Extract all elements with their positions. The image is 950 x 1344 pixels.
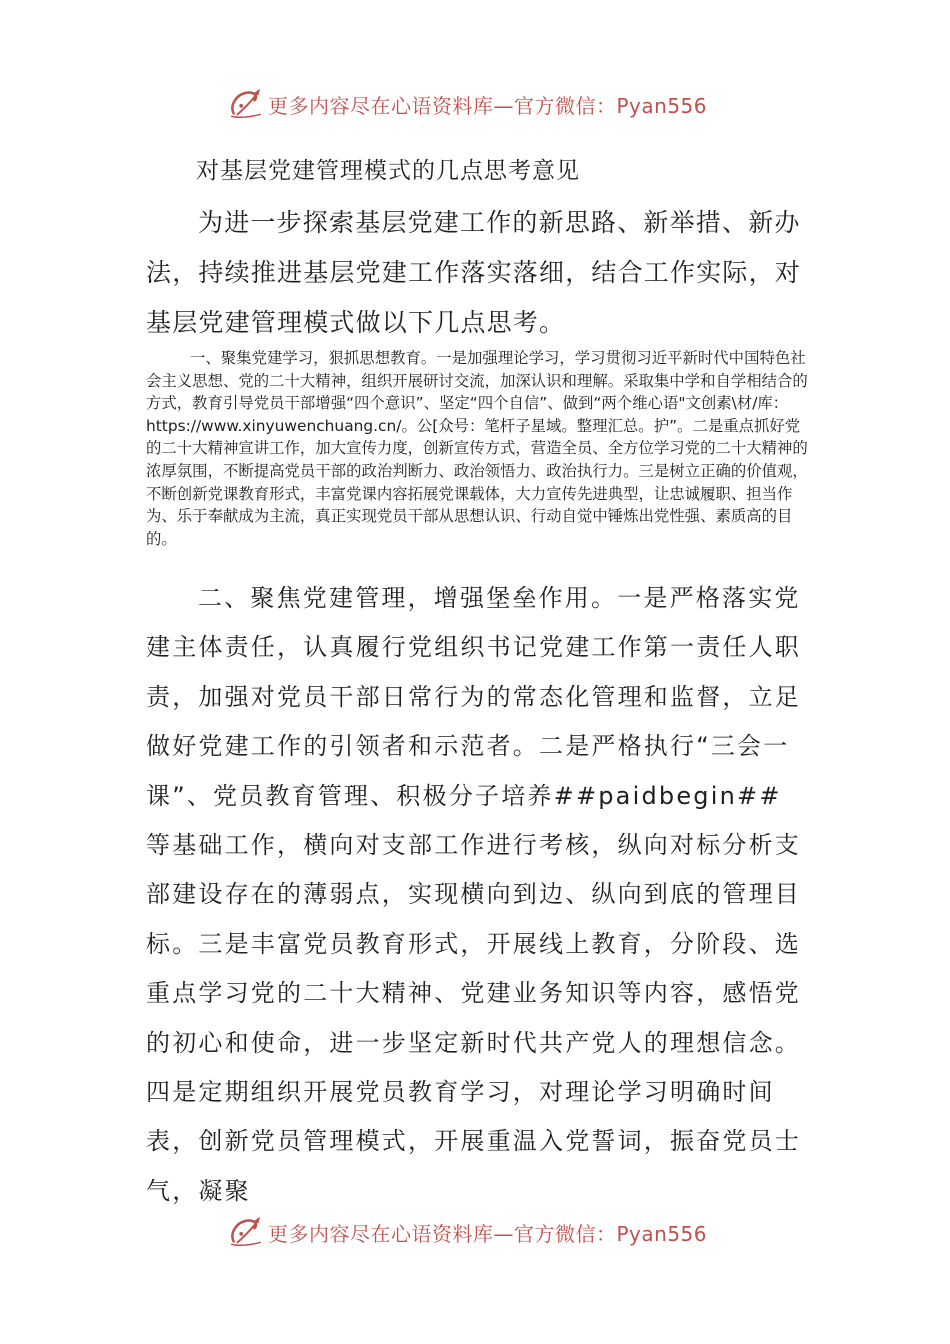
footer-banner: [226, 1212, 707, 1252]
pen-signature-logo-icon: [226, 1213, 264, 1251]
header-banner-text: 更多内容尽在心语资料库—官方微信：Pyan556: [268, 93, 708, 118]
pen-signature-logo-icon: [226, 85, 264, 123]
section-2-paragraph: 二、聚焦党建管理，增强堡垒作用。一是严格落实党建主体责任，认真履行党组织书记党建工作第一责任人职责，加强对党员干部日常行为的常态化管理和监督，立足做好党建工作的引领者和示范者。二是严格执行“三会一课”、党员教育管理、积极分子培养##paidbegin##等基础工作，横向对支部工作进行考核，纵向对标分析支部建设存在的薄弱点，实现横向到边、纵向到底的管理目标。三是丰富党员教育形式，开展线上教育，分阶段、选重点学习党的二十大精神、党建业务知识等内容，感悟党的初心和使命，进一步坚定新时代共产党人的理想信念。四是定期组织开展党员教育学习，对理论学习明确时间表，创新党员管理模式，开展重温入党誓词，振奋党员士气，凝聚: [146, 584, 801, 1205]
footer-banner-text: 更多内容尽在心语资料库—官方微信：Pyan556: [268, 1221, 708, 1246]
header-banner: [226, 84, 707, 124]
intro-paragraph: 为进一步探索基层党建工作的新思路、新举措、新办法，持续推进基层党建工作落实落细，结合工作实际，对基层党建管理模式做以下几点思考。: [146, 208, 802, 337]
document-title: 对基层党建管理模式的几点思考意见: [196, 158, 580, 184]
section-1-paragraph: 一、聚集党建学习，狠抓思想教育。一是加强理论学习，学习贯彻习近平新时代中国特色社会主义思想、党的二十大精神，组织开展研讨交流，加深认识和理解。采取集中学和自学相结合的方式，教育引导党员干部增强“四个意识”、坚定“四个自信”、做到“两个维心语"文创素\材/库：https://www.xinyuwenchuang.cn/。公[众号：笔杆子星域。整理汇总。护”。二是重点抓好党的二十大精神宣讲工作，加大宣传力度，创新宣传方式，营造全员、全方位学习党的二十大精神的浓厚氛围，不断提高党员干部的政治判断力、政治领悟力、政治执行力。三是树立正确的价值观，不断创新党课教育形式，丰富党课内容拓展党课载体，大力宣传先进典型，让忠诚履职、担当作为、乐于奉献成为主流，真正实现党员干部从思想认识、行动自觉中锤炼出党性强、素质高的目的。: [146, 349, 808, 548]
